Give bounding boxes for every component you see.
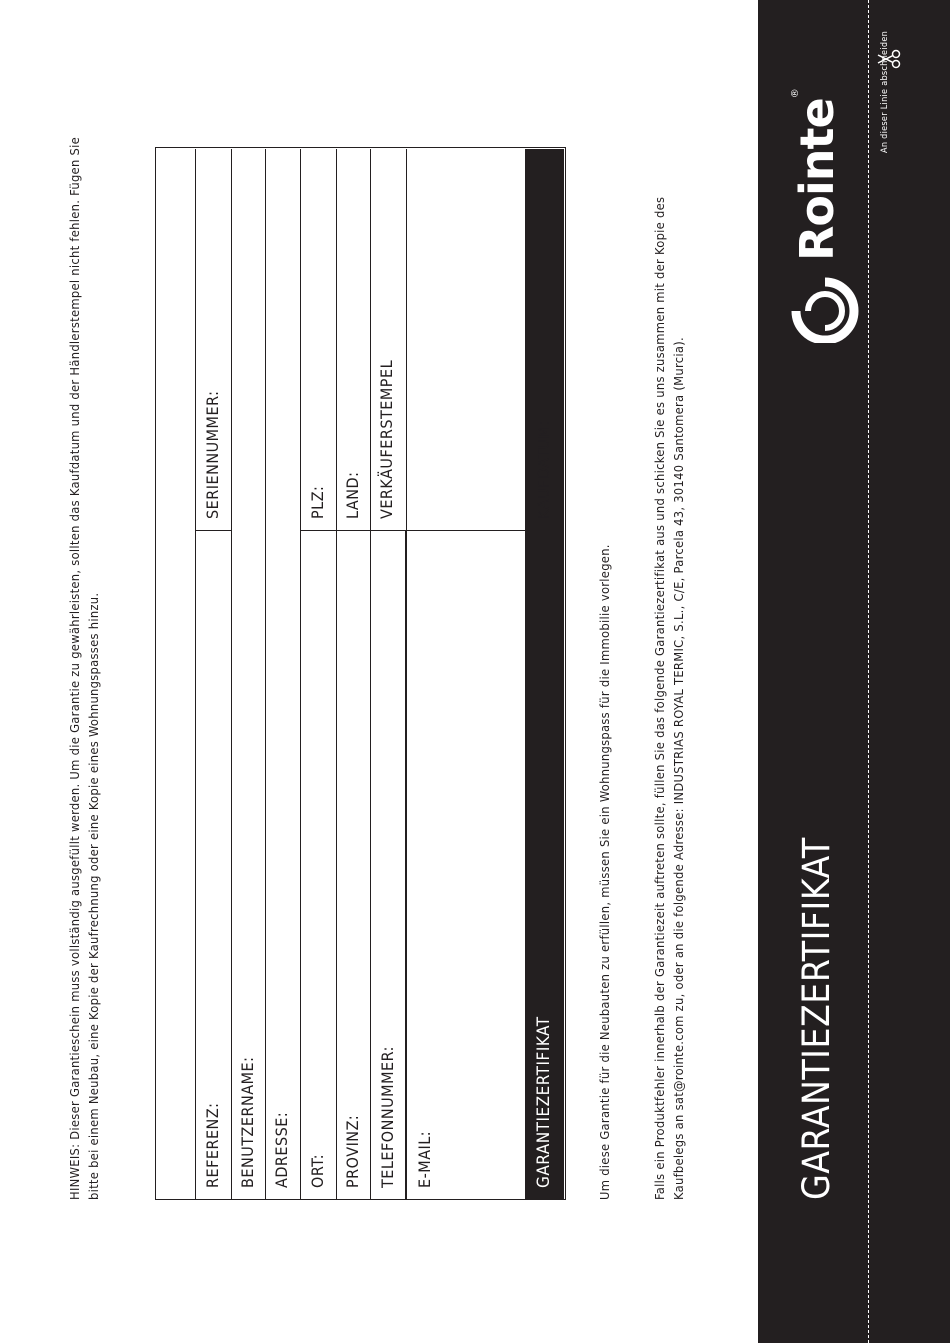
field-ort[interactable]: ORT: [308, 1153, 327, 1188]
field-email[interactable]: E-MAIL: [415, 1130, 434, 1188]
field-adresse[interactable]: ADRESSE: [272, 1111, 291, 1188]
divider [405, 531, 406, 1199]
brand-name: Rointe [790, 98, 844, 261]
field-land[interactable]: LAND: [343, 471, 362, 519]
field-provinz[interactable]: PROVINZ: [343, 1114, 362, 1188]
trademark-symbol: ® [790, 89, 801, 99]
footer-note: HINWEIS: Dieser Garantieschein muss vollständig ausgefüllt werden. Um die Garantie zu gewährleisten, sollten das Kaufdatum und der Händlerstempel nicht fehlen. Fügen Sie bitte bei einem Neubau, eine Kopie der Kaufrechnung oder eine Kopie eines Wohnungspasses hinzu. [68, 137, 102, 1200]
field-telefonnummer[interactable]: TELEFONNUMMER: [378, 1046, 397, 1188]
field-kaufdatum[interactable]: KAUFDATUM: [534, 420, 553, 519]
scissors-icon [876, 48, 902, 70]
cut-instruction: An dieser Linie abschneiden [880, 30, 890, 153]
field-seriennummer[interactable]: SERIENNUMMER: [203, 390, 222, 519]
brand-wordmark [790, 89, 844, 261]
row-referenz [195, 149, 231, 1199]
divider [300, 530, 336, 531]
row-adresse [265, 149, 300, 1199]
row-email [406, 149, 564, 1199]
field-verkaeuferstempel[interactable]: VERKÄUFERSTEMPEL [377, 359, 396, 519]
field-benutzername[interactable]: BENUTZERNAME: [238, 1056, 257, 1188]
row-provinz [336, 149, 370, 1199]
divider [195, 530, 231, 531]
row-ort [300, 149, 336, 1199]
row-benutzername [231, 149, 265, 1199]
row-telefon [370, 149, 406, 1199]
warranty-form [155, 147, 566, 1200]
cut-line [868, 0, 869, 1343]
field-plz[interactable]: PLZ: [308, 485, 327, 519]
page-title: GARANTIEZERTIFIKAT [795, 837, 838, 1200]
field-referenz[interactable]: REFERENZ: [203, 1102, 222, 1188]
form-header-label: GARANTIEZERTIFIKAT [534, 1016, 554, 1188]
intro-text: Falls ein Produktfehler innerhalb der Garantiezeit auftreten sollte, füllen Sie das folgende Garantiezertifikat aus und schicken Sie es uns zusammen mit der Kopie des Kaufbelegs an sat@rointe.com zu, oder an die folgende Adresse: INDUSTRIAS ROYAL TERMIC, S.L., C/E, Parcela 43, 30140 Santomera (Murcia). [653, 196, 687, 1200]
new-build-note: Um diese Garantie für die Neubauten zu erfüllen, müssen Sie ein Wohnungspass für die Immobilie vorlegen. [598, 544, 613, 1200]
